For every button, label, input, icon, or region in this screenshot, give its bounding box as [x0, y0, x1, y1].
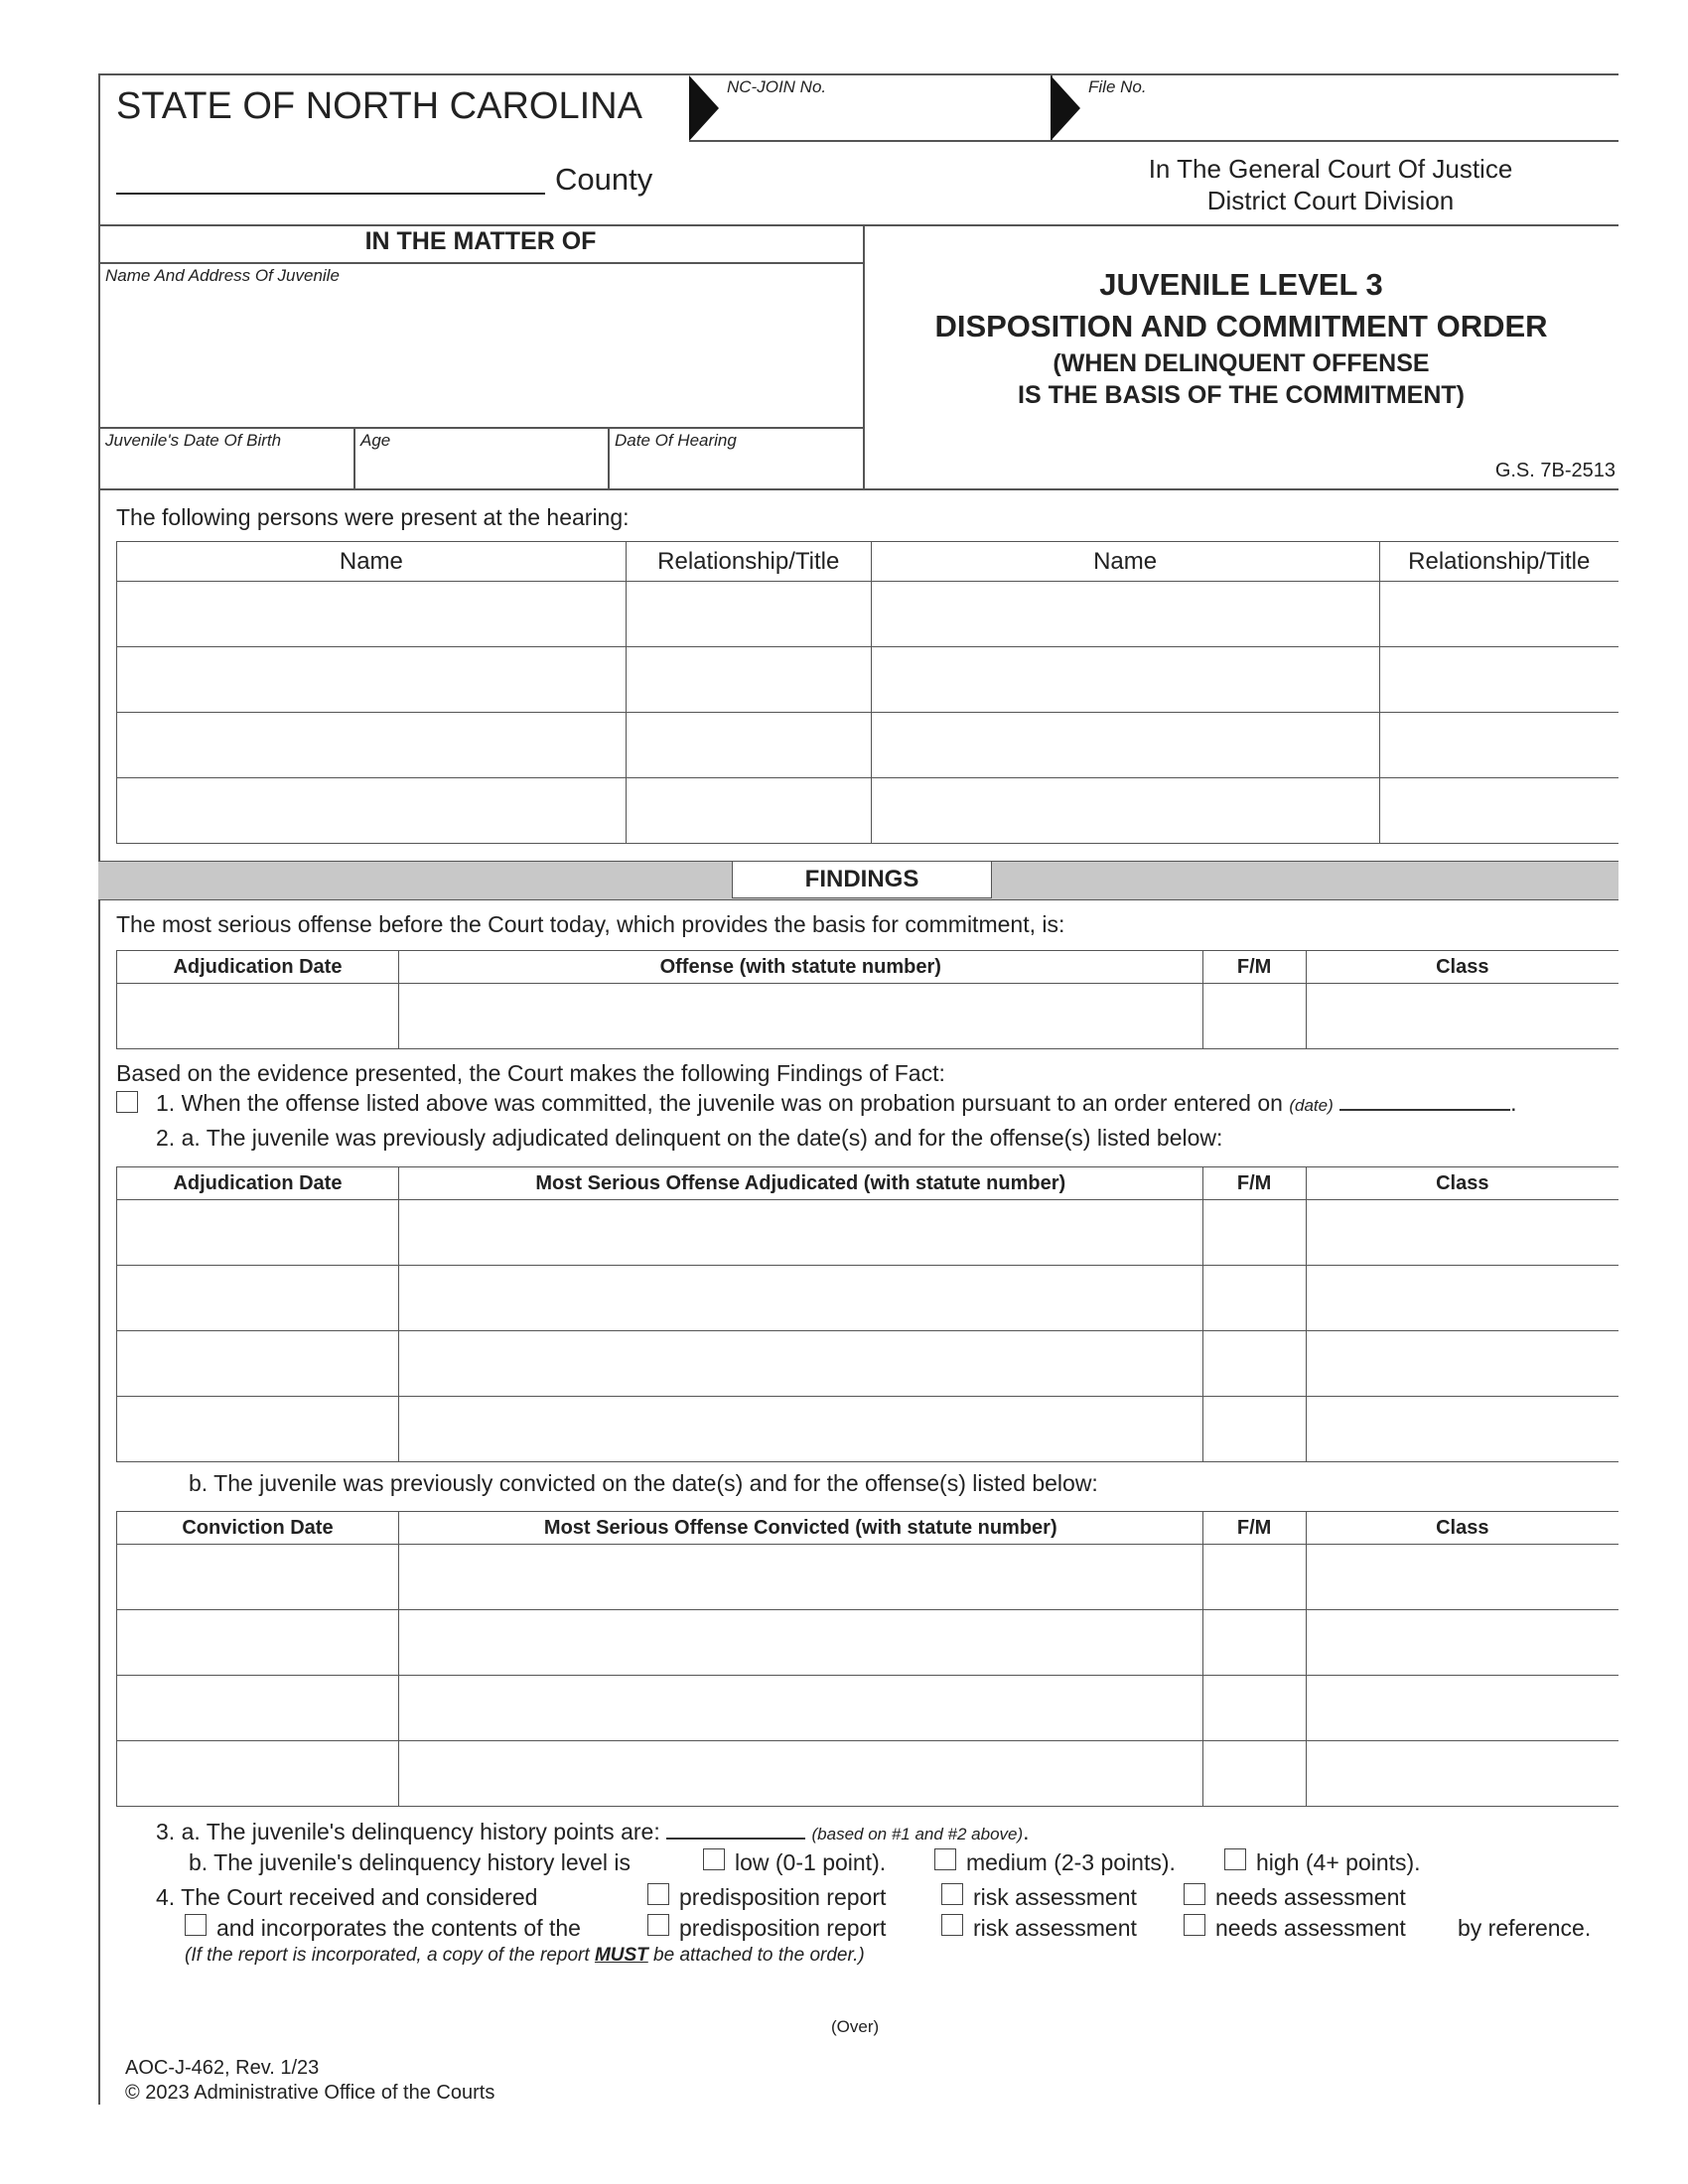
received-predisposition-label: predisposition report — [679, 1884, 887, 1910]
over-label: (Over) — [831, 2017, 880, 2036]
court-line-1: In The General Court Of Justice — [1148, 154, 1513, 184]
juvenile-name-address-field[interactable] — [103, 290, 858, 425]
person-relationship-cell[interactable] — [1379, 647, 1618, 713]
file-arrow-icon — [1051, 75, 1084, 141]
fm-cell[interactable] — [1202, 1610, 1306, 1676]
item-3a: 3. a. The juvenile's delinquency history points are: (based on #1 and #2 above). — [156, 1819, 1030, 1844]
table-row — [117, 1266, 1619, 1331]
header-offense: Offense (with statute number) — [398, 951, 1202, 984]
person-relationship-cell[interactable] — [626, 713, 871, 778]
item-1-date-label: (date) — [1289, 1096, 1334, 1115]
level-medium-checkbox[interactable] — [934, 1848, 956, 1870]
header-fm: F/M — [1202, 1512, 1306, 1545]
table-row — [117, 1741, 1619, 1807]
class-cell[interactable] — [1306, 1200, 1618, 1266]
item-1-text: 1. When the offense listed above was committed, the juvenile was on probation pursuant to an order entered on — [156, 1090, 1283, 1116]
person-name-cell[interactable] — [871, 713, 1379, 778]
note-text-start: (If the report is incorporated, a copy of the report — [185, 1945, 595, 1966]
matter-top-rule — [98, 224, 1618, 226]
table-row — [117, 582, 1619, 647]
fm-cell[interactable] — [1202, 1331, 1306, 1397]
person-relationship-cell[interactable] — [626, 582, 871, 647]
file-number-field[interactable] — [1084, 97, 1617, 139]
class-cell[interactable] — [1306, 1676, 1618, 1741]
received-risk-label: risk assessment — [973, 1884, 1137, 1910]
header-offense-convicted: Most Serious Offense Convicted (with statute number) — [398, 1512, 1202, 1545]
header-name-1: Name — [117, 542, 627, 582]
received-risk-checkbox[interactable] — [941, 1883, 963, 1905]
fm-cell[interactable] — [1202, 1200, 1306, 1266]
persons-present-table — [116, 541, 1618, 844]
by-reference-label: by reference. — [1458, 1915, 1592, 1941]
matter-bottom-rule — [98, 488, 1618, 490]
header-relationship-2: Relationship/Title — [1379, 542, 1618, 582]
file-label: File No. — [1088, 77, 1147, 96]
class-cell[interactable] — [1306, 1266, 1618, 1331]
offense-cell[interactable] — [398, 1741, 1202, 1807]
findings-heading: FINDINGS — [732, 861, 992, 898]
conviction-date-cell[interactable] — [117, 1676, 399, 1741]
class-cell[interactable] — [1306, 1545, 1618, 1610]
statute-ref: G.S. 7B-2513 — [1494, 460, 1616, 481]
adjudication-date-cell[interactable] — [117, 1266, 399, 1331]
header-relationship-1: Relationship/Title — [626, 542, 871, 582]
left-margin-rule — [98, 73, 100, 2105]
level-low-checkbox[interactable] — [703, 1848, 725, 1870]
offense-cell[interactable] — [398, 1200, 1202, 1266]
person-name-cell[interactable] — [117, 713, 627, 778]
fm-cell[interactable] — [1202, 1397, 1306, 1462]
header-fm: F/M — [1202, 1167, 1306, 1200]
ncjoin-arrow-icon — [689, 75, 723, 141]
adjudication-date-cell[interactable] — [117, 984, 399, 1049]
juvenile-name-address-label: Name And Address Of Juvenile — [105, 266, 340, 285]
conviction-date-cell[interactable] — [117, 1741, 399, 1807]
person-name-cell[interactable] — [117, 778, 627, 844]
person-name-cell[interactable] — [117, 647, 627, 713]
table-row — [117, 1610, 1619, 1676]
form-number: AOC-J-462, Rev. 1/23 — [125, 2057, 320, 2079]
fm-cell[interactable] — [1202, 1266, 1306, 1331]
class-cell[interactable] — [1306, 1610, 1618, 1676]
person-name-cell[interactable] — [871, 778, 1379, 844]
received-predisposition-checkbox[interactable] — [647, 1883, 669, 1905]
table-row — [117, 1397, 1619, 1462]
header-fm: F/M — [1202, 951, 1306, 984]
current-offense-table — [116, 950, 1618, 1049]
fm-cell[interactable] — [1202, 1545, 1306, 1610]
level-high-checkbox[interactable] — [1224, 1848, 1246, 1870]
incorporated-needs-label: needs assessment — [1215, 1915, 1406, 1941]
ncjoin-label: NC-JOIN No. — [727, 77, 827, 96]
adjudication-date-cell[interactable] — [117, 1397, 399, 1462]
hearing-date-field[interactable] — [612, 453, 860, 486]
item-2a: 2. a. The juvenile was previously adjudicated delinquent on the date(s) and for the offense(s) listed below: — [156, 1125, 1223, 1151]
evidence-text: Based on the evidence presented, the Court makes the following Findings of Fact: — [116, 1060, 945, 1086]
note-must: MUST — [594, 1945, 648, 1966]
incorporated-predisposition-checkbox[interactable] — [647, 1914, 669, 1936]
adjudication-date-cell[interactable] — [117, 1331, 399, 1397]
dob-label: Juvenile's Date Of Birth — [105, 431, 282, 450]
person-relationship-cell[interactable] — [626, 647, 871, 713]
copyright: © 2023 Administrative Office of the Courts — [125, 2082, 495, 2104]
incorporation-note — [185, 1945, 865, 1967]
adjudicated-offenses-table — [116, 1166, 1618, 1462]
fm-cell[interactable] — [1202, 984, 1306, 1049]
item-3a-note: (based on #1 and #2 above) — [811, 1825, 1024, 1843]
item-3a-text: 3. a. The juvenile's delinquency history points are: — [156, 1819, 660, 1844]
offense-cell[interactable] — [398, 1676, 1202, 1741]
probation-date-field[interactable] — [1339, 1109, 1510, 1111]
county-label: County — [555, 162, 653, 197]
offense-cell[interactable] — [398, 1397, 1202, 1462]
conviction-date-cell[interactable] — [117, 1545, 399, 1610]
age-field[interactable] — [357, 453, 604, 486]
header-adjudication-date: Adjudication Date — [117, 1167, 399, 1200]
table-row — [117, 984, 1619, 1049]
person-name-cell[interactable] — [117, 582, 627, 647]
hearing-date-label: Date Of Hearing — [615, 431, 737, 450]
title-line-1: JUVENILE LEVEL 3 — [1099, 267, 1383, 302]
person-name-cell[interactable] — [871, 582, 1379, 647]
table-row — [117, 1331, 1619, 1397]
table-row — [117, 778, 1619, 844]
offense-cell[interactable] — [398, 1331, 1202, 1397]
header-offense-adjudicated: Most Serious Offense Adjudicated (with statute number) — [398, 1167, 1202, 1200]
offense-cell[interactable] — [398, 984, 1202, 1049]
header-top-rule — [98, 73, 1618, 75]
fm-cell[interactable] — [1202, 1741, 1306, 1807]
item-1: 1. When the offense listed above was committed, the juvenile was on probation pursuant to an order entered on (date) . — [156, 1090, 1517, 1116]
ncjoin-field[interactable] — [723, 97, 1051, 139]
present-intro: The following persons were present at the hearing: — [116, 504, 630, 530]
incorporated-risk-checkbox[interactable] — [941, 1914, 963, 1936]
matter-heading: IN THE MATTER OF — [364, 227, 597, 255]
ncjoin-bottom-rule — [689, 140, 1618, 142]
incorporates-checkbox[interactable] — [185, 1914, 207, 1936]
person-relationship-cell[interactable] — [1379, 713, 1618, 778]
class-cell[interactable] — [1306, 1331, 1618, 1397]
court-line-2: District Court Division — [1206, 186, 1455, 215]
person-relationship-cell[interactable] — [1379, 778, 1618, 844]
probation-checkbox[interactable] — [116, 1091, 138, 1113]
title-line-2: DISPOSITION AND COMMITMENT ORDER — [934, 309, 1548, 343]
age-label: Age — [360, 431, 391, 450]
note-text-end: be attached to the order.) — [647, 1945, 865, 1966]
person-relationship-cell[interactable] — [626, 778, 871, 844]
table-row — [117, 1545, 1619, 1610]
adjudication-date-cell[interactable] — [117, 1200, 399, 1266]
header-class: Class — [1306, 1512, 1618, 1545]
court-name — [1092, 153, 1569, 216]
form-title — [874, 264, 1609, 411]
title-line-3: (WHEN DELINQUENT OFFENSE — [1053, 349, 1430, 377]
item-4: 4. The Court received and considered — [156, 1884, 538, 1910]
table-row — [117, 1200, 1619, 1266]
header-adjudication-date: Adjudication Date — [117, 951, 399, 984]
item-2b: b. The juvenile was previously convicted on the date(s) and for the offense(s) listed below: — [189, 1470, 1098, 1496]
level-high-label: high (4+ points). — [1256, 1849, 1421, 1875]
table-row — [117, 1676, 1619, 1741]
level-low-label: low (0-1 point). — [735, 1849, 887, 1875]
title-line-4: IS THE BASIS OF THE COMMITMENT) — [1018, 381, 1465, 409]
conviction-date-cell[interactable] — [117, 1610, 399, 1676]
person-relationship-cell[interactable] — [1379, 582, 1618, 647]
table-row — [117, 713, 1619, 778]
offense-cell[interactable] — [398, 1610, 1202, 1676]
history-points-field[interactable] — [666, 1838, 805, 1840]
level-medium-label: medium (2-3 points). — [966, 1849, 1176, 1875]
table-row — [117, 647, 1619, 713]
header-conviction-date: Conviction Date — [117, 1512, 399, 1545]
header-class: Class — [1306, 1167, 1618, 1200]
class-cell[interactable] — [1306, 984, 1618, 1049]
person-name-cell[interactable] — [871, 647, 1379, 713]
matter-mid-rule — [98, 427, 863, 429]
matter-divider — [863, 224, 865, 488]
dob-divider — [353, 427, 355, 488]
class-cell[interactable] — [1306, 1397, 1618, 1462]
county-field[interactable] — [116, 193, 545, 195]
offense-cell[interactable] — [398, 1545, 1202, 1610]
offense-cell[interactable] — [398, 1266, 1202, 1331]
received-needs-label: needs assessment — [1215, 1884, 1406, 1910]
incorporates-label: and incorporates the contents of the — [216, 1915, 581, 1941]
convicted-offenses-table — [116, 1511, 1618, 1807]
class-cell[interactable] — [1306, 1741, 1618, 1807]
matter-heading-rule — [98, 262, 863, 264]
state-title: STATE OF NORTH CAROLINA — [116, 85, 642, 127]
header-name-2: Name — [871, 542, 1379, 582]
dob-field[interactable] — [103, 453, 350, 486]
fm-cell[interactable] — [1202, 1676, 1306, 1741]
incorporated-risk-label: risk assessment — [973, 1915, 1137, 1941]
incorporated-needs-checkbox[interactable] — [1184, 1914, 1205, 1936]
header-class: Class — [1306, 951, 1618, 984]
item-3b: b. The juvenile's delinquency history level is — [189, 1849, 632, 1875]
age-divider — [608, 427, 610, 488]
incorporated-predisposition-label: predisposition report — [679, 1915, 887, 1941]
received-needs-checkbox[interactable] — [1184, 1883, 1205, 1905]
basis-text: The most serious offense before the Court today, which provides the basis for commitment, is: — [116, 911, 1065, 937]
